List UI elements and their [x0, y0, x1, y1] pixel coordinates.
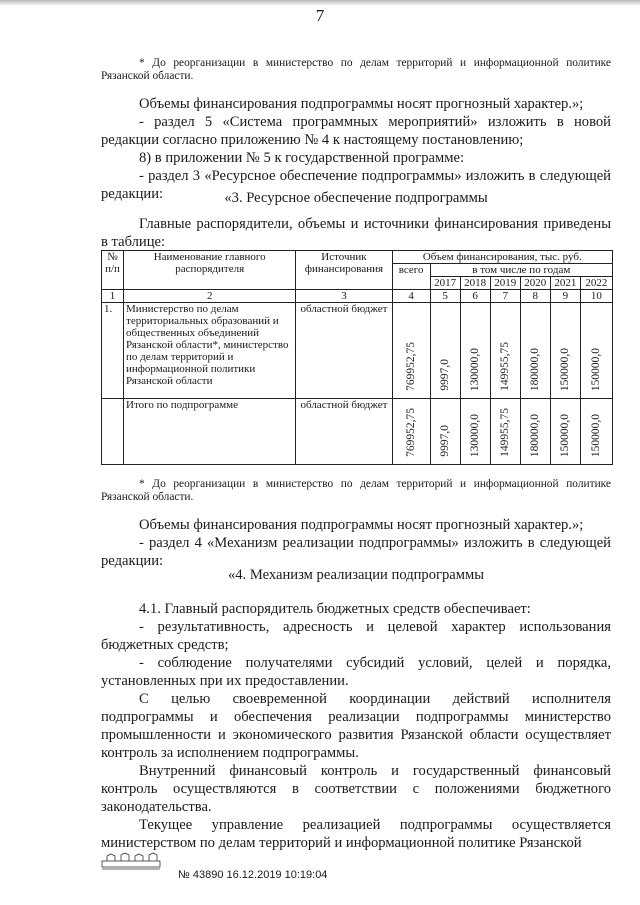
col-number: 3: [296, 290, 392, 303]
col-number: 2: [124, 290, 296, 303]
bullet-compliance: - соблюдение получателями субсидий условий, целей и порядка, установленных при их предоставлении.: [101, 655, 611, 689]
row-source: областной бюджет: [296, 303, 392, 399]
col-number: 4: [392, 290, 430, 303]
item-8: 8) в приложении № 5 к государственной программе:: [139, 149, 465, 166]
value-cell: [490, 303, 520, 399]
row-name: Министерство по делам территориальных образований и общественных объединений Рязанской области*, министерство по делам территорий и информационной политики Рязанской области: [124, 303, 296, 399]
year-cell: 2020: [520, 277, 550, 290]
row-num: 1.: [102, 303, 124, 399]
value-cell: [460, 399, 490, 465]
table-row-total: [102, 399, 613, 465]
paragraph-control: Внутренний финансовый контроль и государственный финансовый контроль осуществляются в соответствии с положениями бюджетного законодательства.: [101, 763, 611, 815]
header-total: всего: [392, 264, 430, 290]
row-source: областной бюджет: [296, 399, 392, 465]
paragraph-management: Текущее управление реализацией подпрограммы осуществляется министерством по делам территорий и информационной политике Рязанской: [101, 817, 611, 851]
value-cell: [460, 303, 490, 399]
table-row: [102, 303, 613, 399]
value-2021: 150000,0: [559, 347, 572, 391]
year-cell: 2019: [490, 277, 520, 290]
total-value-2019: 149955,75: [499, 408, 512, 457]
value-cell: [490, 399, 520, 465]
volumes-note-bottom: Объемы финансирования подпрограммы носят прогнозный характер.»;: [139, 516, 584, 533]
value-cell: [550, 303, 580, 399]
year-cell: 2017: [430, 277, 460, 290]
value-2017: 9997,0: [439, 359, 452, 391]
top-text-block: [101, 46, 611, 203]
value-total: 769952,75: [405, 342, 418, 391]
table-col-numbers-row: [102, 290, 613, 303]
section4-heading: «4. Механизм реализации подпрограммы: [227, 567, 485, 583]
total-value-2021: 150000,0: [559, 413, 572, 457]
footnote-bottom: * До реорганизации в министерство по делам территорий и информационной политике Рязанской области.: [101, 478, 611, 504]
value-2022: 150000,0: [590, 347, 603, 391]
table-intro: Главные распорядители, объемы и источники финансирования приведены в таблице:: [101, 216, 611, 250]
paragraph-coordination: С целью своевременной координации действий исполнителя подпрограммы и обеспечения реализации подпрограммы министерство промышленности и экономического развития Рязанской области осуществляет контроль за исполнением подпрограммы.: [101, 691, 611, 761]
section3-heading-block: [101, 189, 611, 207]
value-cell: [520, 399, 550, 465]
financing-table: [101, 250, 613, 465]
paragraph-4-1: 4.1. Главный распорядитель бюджетных средств обеспечивает:: [139, 601, 531, 617]
document-registration-stamp: № 43890 16.12.2019 10:19:04: [178, 869, 328, 881]
header-num: № п/п: [102, 251, 124, 290]
header-by-years: в том числе по годам: [430, 264, 612, 277]
volumes-note-top: Объемы финансирования подпрограммы носят прогнозный характер.»;: [139, 95, 584, 112]
table-intro-block: [101, 215, 611, 251]
year-cell: 2021: [550, 277, 580, 290]
bullet-effectiveness: - результативность, адресность и целевой характер использования бюджетных средств;: [101, 619, 611, 653]
value-2020: 180000,0: [529, 347, 542, 391]
col-number: 5: [430, 290, 460, 303]
col-number: 6: [460, 290, 490, 303]
government-seal-logo: [101, 851, 161, 871]
col-number: 10: [580, 290, 612, 303]
header-name: Наименование главного распорядителя: [124, 251, 296, 290]
value-2019: 149955,75: [499, 342, 512, 391]
section3-heading: «3. Ресурсное обеспечение подпрограммы: [224, 190, 488, 206]
col-number: 9: [550, 290, 580, 303]
value-cell: [520, 303, 550, 399]
value-cell: [580, 303, 612, 399]
item-section4: - раздел 4 «Механизм реализации подпрограммы» изложить в следующей редакции:: [101, 534, 611, 569]
col-number: 7: [490, 290, 520, 303]
seal-icon: [101, 851, 161, 871]
row-num: [102, 399, 124, 465]
row-name: Итого по подпрограмме: [124, 399, 296, 465]
total-value-total: 769952,75: [405, 408, 418, 457]
value-cell: [430, 399, 460, 465]
value-cell: [392, 303, 430, 399]
value-cell: [392, 399, 430, 465]
section4-heading-block: [101, 566, 611, 584]
header-volume: Объем финансирования, тыс. руб.: [392, 251, 612, 264]
year-cell: 2022: [580, 277, 612, 290]
value-2018: 130000,0: [469, 347, 482, 391]
page-number: 7: [315, 6, 325, 25]
table-header-row: [102, 251, 613, 264]
value-cell: [430, 303, 460, 399]
item-section3: - раздел 3 «Ресурсное обеспечение подпрограммы» изложить в следующей редакции:: [101, 167, 611, 202]
total-value-2020: 180000,0: [529, 413, 542, 457]
value-cell: [580, 399, 612, 465]
footnote-top: * До реорганизации в министерство по делам территорий и информационной политике Рязанской области.: [101, 57, 611, 83]
header-source: Источник финансирования: [296, 251, 392, 290]
section4-body: [101, 600, 611, 852]
total-value-2022: 150000,0: [590, 413, 603, 457]
total-value-2018: 130000,0: [469, 413, 482, 457]
value-cell: [550, 399, 580, 465]
year-cell: 2018: [460, 277, 490, 290]
col-number: 1: [102, 290, 124, 303]
after-table-block: [101, 467, 611, 570]
col-number: 8: [520, 290, 550, 303]
total-value-2017: 9997,0: [439, 425, 452, 457]
item-section5: - раздел 5 «Система программных мероприятий» изложить в новой редакции согласно приложению № 4 к настоящему постановлению;: [101, 113, 611, 148]
